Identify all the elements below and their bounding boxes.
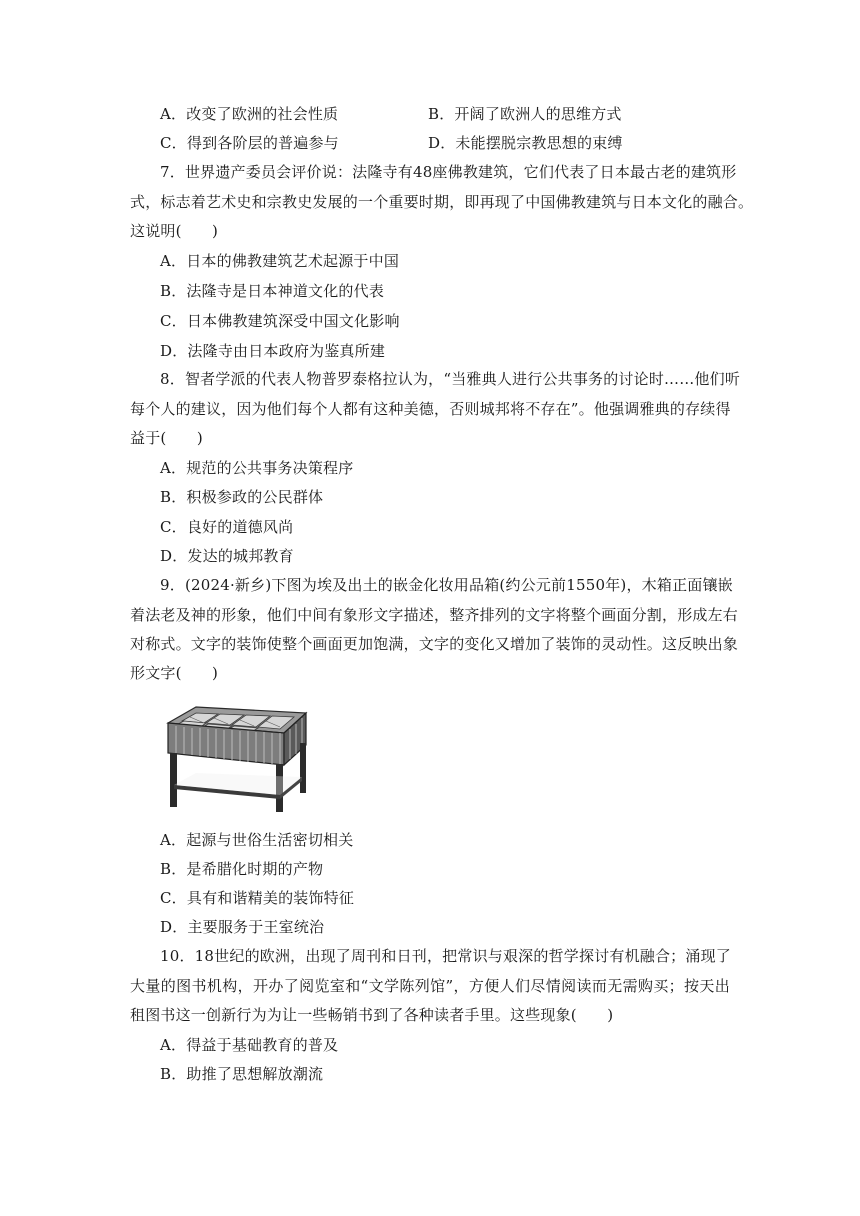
q9-option-b: B．是希腊化时期的产物	[160, 860, 324, 878]
q8-stem-line-2: 每个人的建议，因为他们每个人都有这种美德，否则城邦将不存在”。他强调雅典的存续得	[130, 400, 731, 418]
q6-option-c: C．得到各阶层的普遍参与	[160, 134, 339, 152]
q9-option-d: D．主要服务于王室统治	[160, 918, 325, 936]
q9-stem-line-1: 9．(2024·新乡)下图为埃及出土的嵌金化妆用品箱(约公元前1550年)，木箱正面镶嵌	[160, 576, 733, 594]
q10-stem-line-3: 租图书这一创新行为为让一些畅销书到了各种读者手里。这些现象( )	[130, 1006, 614, 1024]
q10-option-a: A．得益于基础教育的普及	[160, 1036, 339, 1054]
q6-option-d: D．未能摆脱宗教思想的束缚	[428, 134, 623, 152]
q7-stem-line-1: 7．世界遗产委员会评价说：法隆寺有48座佛教建筑，它们代表了日本最古老的建筑形	[160, 163, 737, 181]
q9-stem-line-3: 对称式。文字的装饰使整个画面更加饱满，文字的变化又增加了装饰的灵动性。这反映出象	[130, 635, 739, 653]
q9-stem-line-2: 着法老及神的形象，他们中间有象形文字描述，整齐排列的文字将整个画面分割，形成左右	[130, 606, 739, 624]
q10-stem-line-1: 10．18世纪的欧洲，出现了周刊和日刊，把常识与艰深的哲学探讨有机融合；涌现了	[160, 947, 731, 965]
q9-stem-line-4: 形文字( )	[130, 664, 219, 682]
q7-stem-line-2: 式，标志着艺术史和宗教史发展的一个重要时期，即再现了中国佛教建筑与日本文化的融合。	[130, 193, 754, 211]
q6-option-b: B．开阔了欧洲人的思维方式	[428, 105, 622, 123]
q7-option-d: D．法隆寺由日本政府为鉴真所建	[160, 342, 386, 360]
q8-option-c: C．良好的道德风尚	[160, 518, 294, 536]
q7-stem-line-3: 这说明( )	[130, 222, 219, 240]
q10-stem-line-2: 大量的图书机构，开办了阅览室和“文学陈列馆”，方便人们尽情阅读而无需购买；按天出	[130, 977, 730, 995]
q9-option-a: A．起源与世俗生活密切相关	[160, 831, 354, 849]
q8-stem-line-1: 8．智者学派的代表人物普罗泰格拉认为，“当雅典人进行公共事务的讨论时……他们听	[160, 370, 741, 388]
q7-option-a: A．日本的佛教建筑艺术起源于中国	[160, 252, 400, 270]
q8-option-a: A．规范的公共事务决策程序	[160, 459, 354, 477]
q8-option-b: B．积极参政的公民群体	[160, 488, 324, 506]
q9-option-c: C．具有和谐精美的装饰特征	[160, 889, 355, 907]
q8-stem-line-3: 益于( )	[130, 429, 203, 447]
q8-option-d: D．发达的城邦教育	[160, 547, 294, 565]
q7-option-c: C．日本佛教建筑深受中国文化影响	[160, 312, 400, 330]
q7-option-b: B．法隆寺是日本神道文化的代表	[160, 282, 385, 300]
cosmetic-box-photo	[160, 703, 310, 817]
q10-option-b: B．助推了思想解放潮流	[160, 1065, 324, 1083]
q6-option-a: A．改变了欧洲的社会性质	[160, 105, 339, 123]
